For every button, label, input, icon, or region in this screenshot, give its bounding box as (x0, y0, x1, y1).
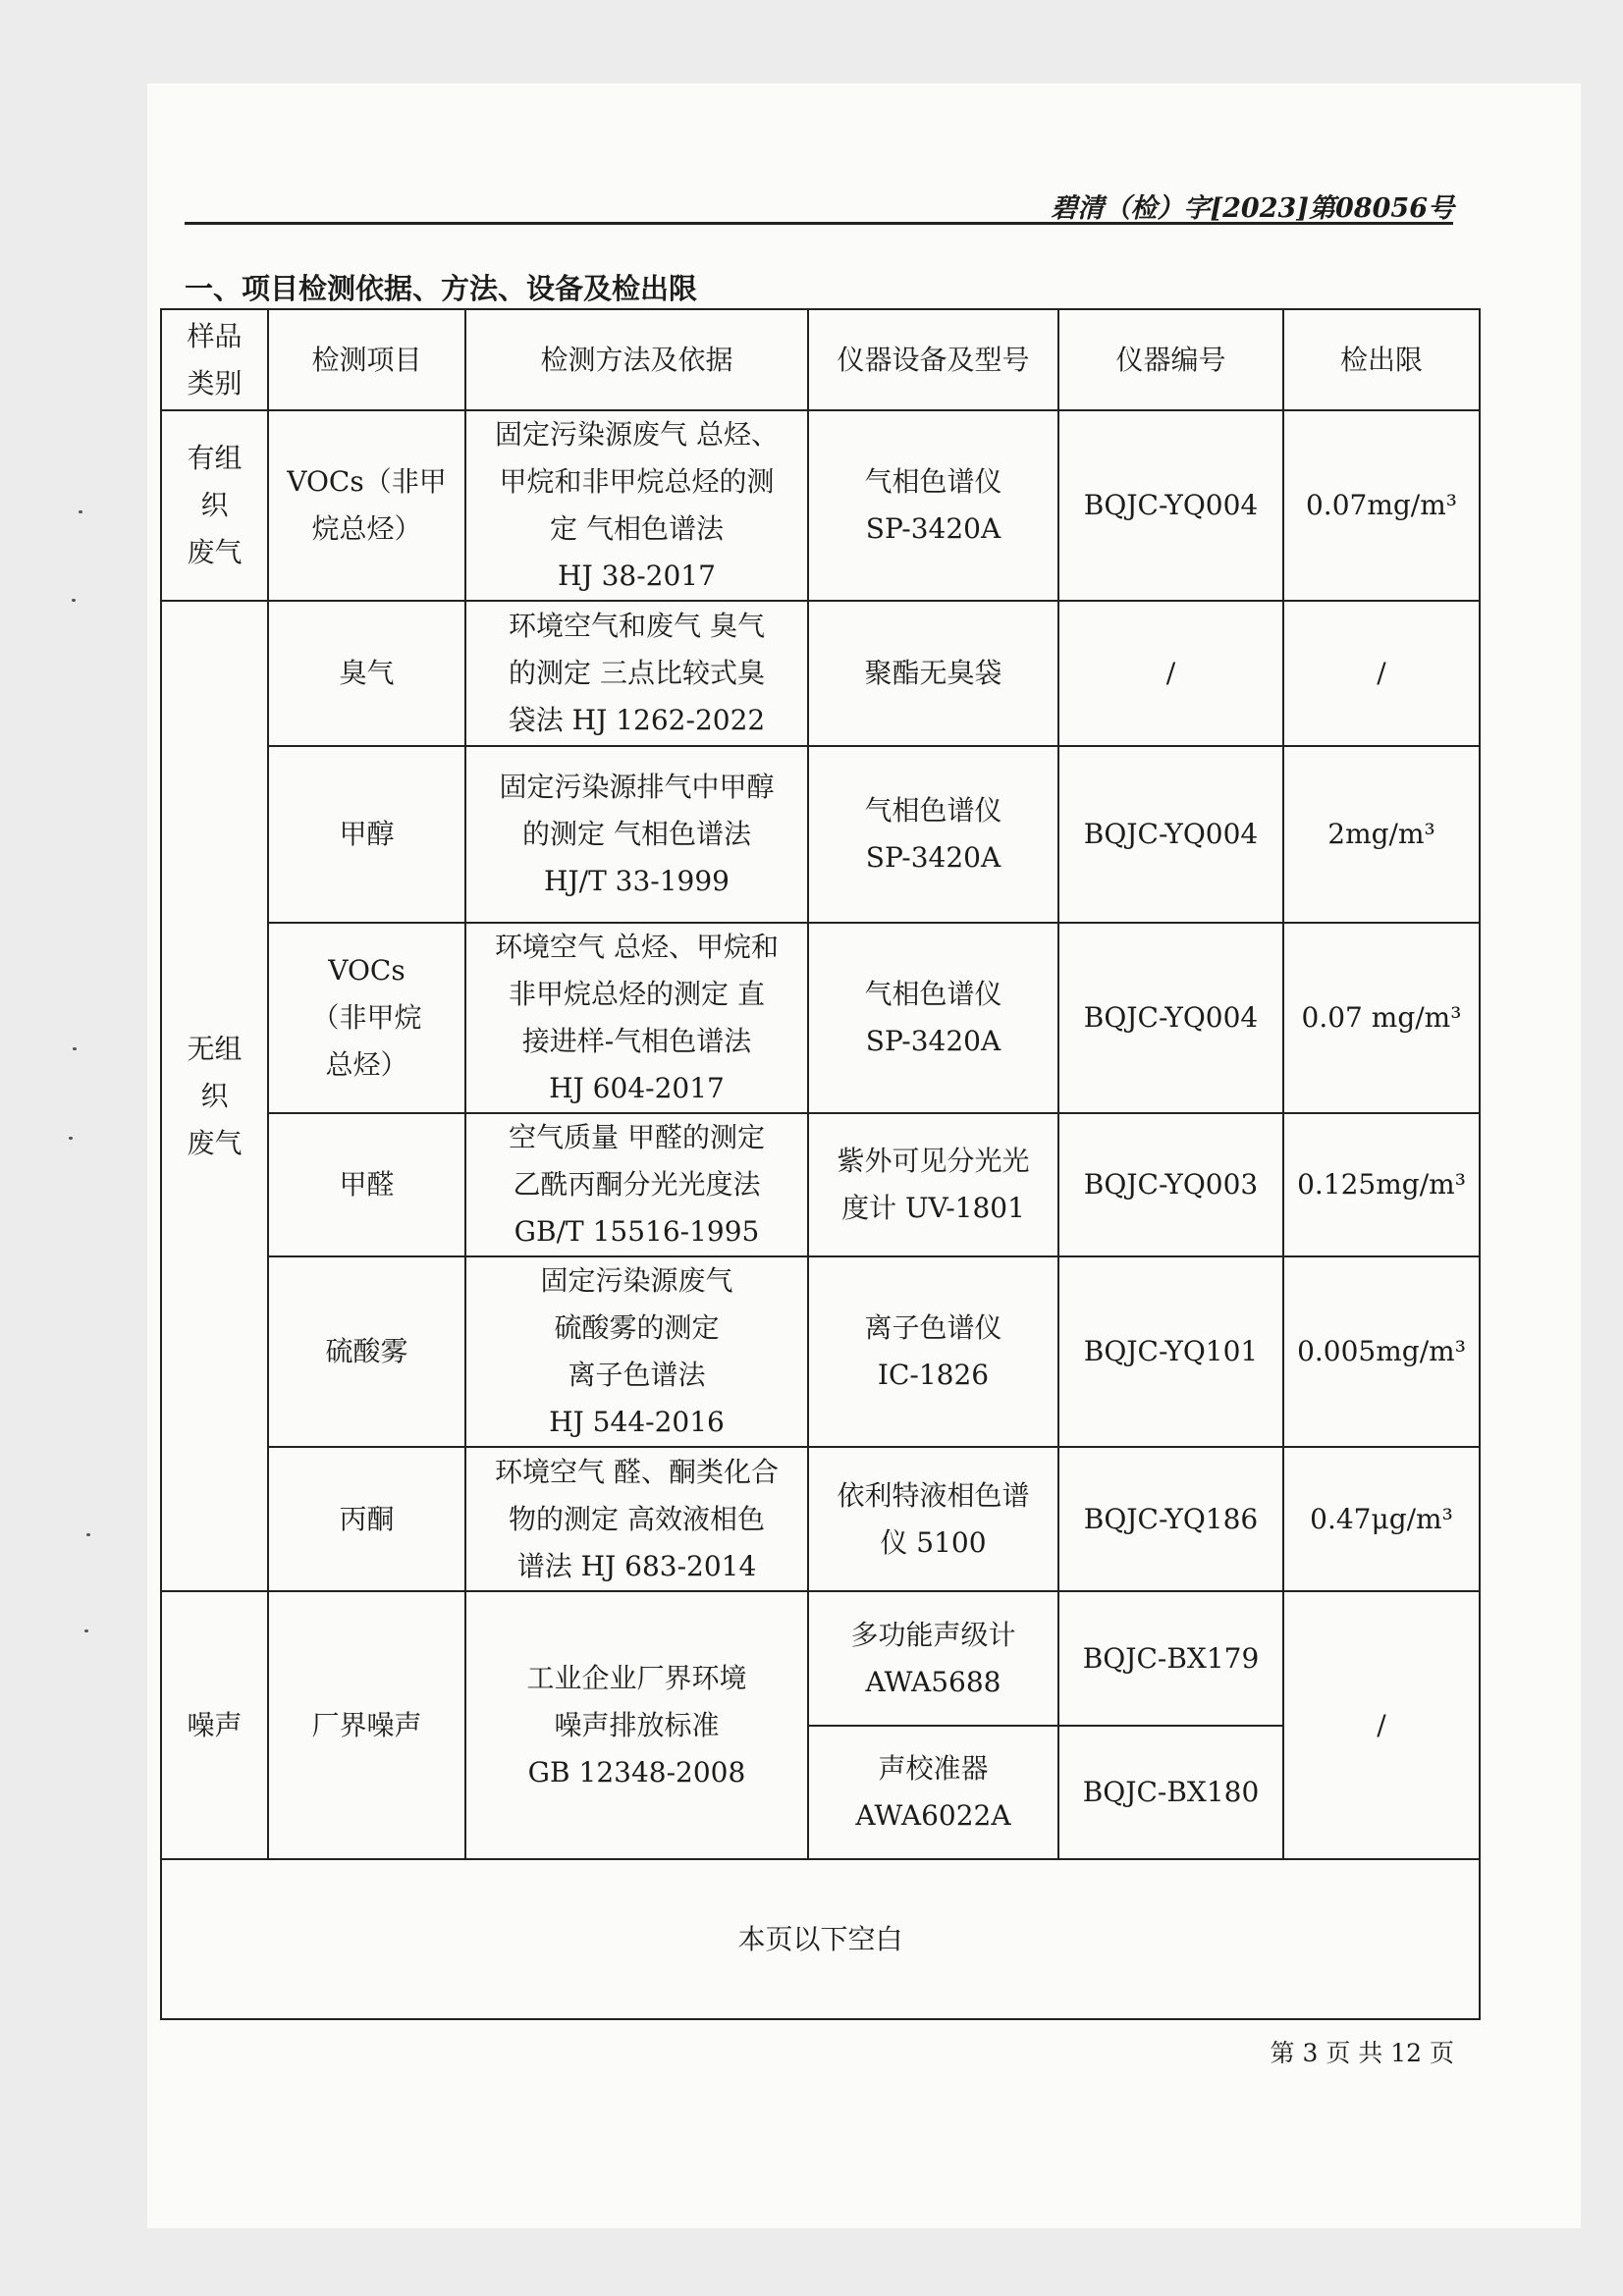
scan-speck (84, 1629, 88, 1632)
scan-speck (73, 1047, 77, 1050)
table-row (161, 410, 1480, 601)
number-cell: / (1058, 601, 1283, 746)
number-cell: BQJC-YQ004 (1058, 923, 1283, 1113)
limit-cell: 0.07 mg/m³ (1283, 923, 1480, 1113)
instrument-cell: 聚酯无臭袋 (808, 601, 1058, 746)
header-cell (161, 309, 268, 410)
instrument-cell: 声校准器 AWA6022A (808, 1726, 1058, 1859)
table-row (161, 923, 1480, 1113)
instrument-cell: 依利特液相色谱 仪 5100 (808, 1447, 1058, 1591)
header-cell: 检测方法及依据 (465, 309, 808, 410)
number-cell: BQJC-YQ004 (1058, 746, 1283, 923)
method-cell: 固定污染源排气中甲醇 的测定 气相色谱法 HJ/T 33-1999 (465, 746, 808, 923)
table-row (161, 1256, 1480, 1447)
number-cell: BQJC-YQ003 (1058, 1113, 1283, 1256)
number-cell: BQJC-BX179 (1058, 1591, 1283, 1726)
table-row (161, 1591, 1480, 1726)
method-cell: 环境空气 总烃、甲烷和 非甲烷总烃的测定 直 接进样-气相色谱法 HJ 604-2017 (465, 923, 808, 1113)
item-cell: VOCs （非甲烷 总烃） (268, 923, 465, 1113)
method-cell: 空气质量 甲醛的测定 乙酰丙酮分光光度法 GB/T 15516-1995 (465, 1113, 808, 1256)
item-cell: 硫酸雾 (268, 1256, 465, 1447)
header-text: 样品类别 (187, 319, 243, 400)
method-cell: 固定污染源废气 硫酸雾的测定 离子色谱法 HJ 544-2016 (465, 1256, 808, 1447)
method-cell: 工业企业厂界环境 噪声排放标准 GB 12348-2008 (465, 1591, 808, 1859)
table-row (161, 1113, 1480, 1256)
section-title: 一、项目检测依据、方法、设备及检出限 (185, 272, 698, 305)
header-cell: 仪器设备及型号 (808, 309, 1058, 410)
number-cell: BQJC-YQ004 (1058, 410, 1283, 601)
instrument-cell: 离子色谱仪 IC-1826 (808, 1256, 1058, 1447)
number-cell: BQJC-BX180 (1058, 1726, 1283, 1859)
category-cell: 无组 织 废气 (161, 601, 268, 1591)
number-cell: BQJC-YQ101 (1058, 1256, 1283, 1447)
limit-cell: 2mg/m³ (1283, 746, 1480, 923)
instrument-cell: 气相色谱仪 SP-3420A (808, 746, 1058, 923)
header-rule (185, 222, 1453, 225)
method-cell: 环境空气 醛、酮类化合 物的测定 高效液相色 谱法 HJ 683-2014 (465, 1447, 808, 1591)
item-cell: 甲醛 (268, 1113, 465, 1256)
blank-note-row (161, 1859, 1480, 2019)
instrument-cell: 气相色谱仪 SP-3420A (808, 410, 1058, 601)
limit-cell: / (1283, 1591, 1480, 1859)
limit-cell: 0.125mg/m³ (1283, 1113, 1480, 1256)
item-cell: 甲醇 (268, 746, 465, 923)
header-cell: 检测项目 (268, 309, 465, 410)
method-cell: 固定污染源废气 总烃、 甲烷和非甲烷总烃的测 定 气相色谱法 HJ 38-2017 (465, 410, 808, 601)
table-header-row (161, 309, 1480, 410)
table-row (161, 1447, 1480, 1591)
scan-speck (79, 510, 82, 513)
limit-cell: 0.07mg/m³ (1283, 410, 1480, 601)
item-cell: 厂界噪声 (268, 1591, 465, 1859)
item-cell: VOCs（非甲 烷总烃） (268, 410, 465, 601)
scan-speck (72, 599, 76, 602)
limit-cell: 0.47μg/m³ (1283, 1447, 1480, 1591)
header-cell: 检出限 (1283, 309, 1480, 410)
category-cell: 有组 织 废气 (161, 410, 268, 601)
document-number: 碧清（检）字[2023]第08056号 (1051, 193, 1454, 224)
table-row (161, 746, 1480, 923)
page-number: 第 3 页 共 12 页 (1270, 2039, 1454, 2067)
number-cell: BQJC-YQ186 (1058, 1447, 1283, 1591)
header-cell: 仪器编号 (1058, 309, 1283, 410)
scan-speck (86, 1533, 90, 1536)
table-row (161, 601, 1480, 746)
limit-cell: / (1283, 601, 1480, 746)
item-cell: 臭气 (268, 601, 465, 746)
instrument-cell: 紫外可见分光光 度计 UV-1801 (808, 1113, 1058, 1256)
scan-speck (69, 1137, 73, 1140)
category-cell: 噪声 (161, 1591, 268, 1859)
item-cell: 丙酮 (268, 1447, 465, 1591)
instrument-cell: 气相色谱仪 SP-3420A (808, 923, 1058, 1113)
instrument-cell: 多功能声级计 AWA5688 (808, 1591, 1058, 1726)
detection-table (160, 308, 1481, 2020)
limit-cell: 0.005mg/m³ (1283, 1256, 1480, 1447)
blank-note: 本页以下空白 (161, 1859, 1480, 2019)
method-cell: 环境空气和废气 臭气 的测定 三点比较式臭 袋法 HJ 1262-2022 (465, 601, 808, 746)
